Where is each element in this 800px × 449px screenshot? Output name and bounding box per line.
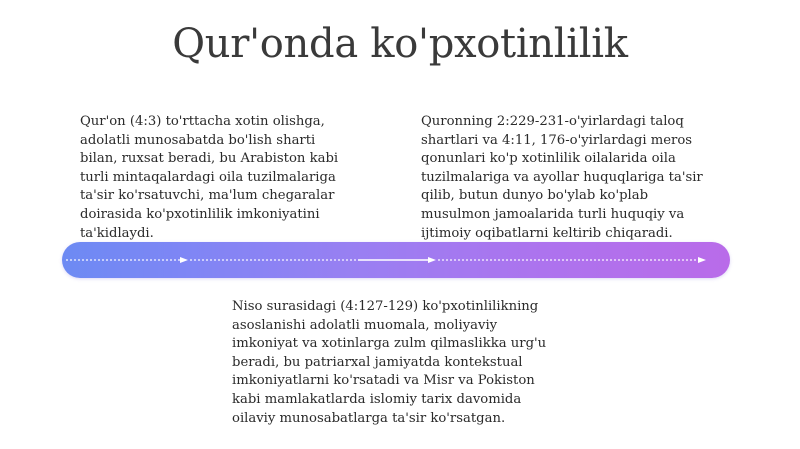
arrowhead-icon-1 xyxy=(180,257,188,263)
arrowhead-icon-3 xyxy=(698,257,706,263)
timeline-event-text-3: Niso surasidagi (4:127-129) ko'pxotinlilikning asoslanishi adolatli muomala, moliyaviy imkoniyat va xotinlarga zulm qilmaslikka urg'u beradi, bu patriarxal jamiyatda kontekstual imkoniyatlarni ko'rsatadi va Misr va Pokiston kabi mamlakatlarda islomiy tarix davomida oilaviy munosabatlarga ta'sir ko'rsatgan. xyxy=(232,299,547,426)
timeline-arrows xyxy=(62,242,730,278)
timeline-event-text-1: Qur'on (4:3) to'rttacha xotin olishga, adolatli munosabatda bo'lish sharti bilan, ruxsat beradi, bu Arabiston kabi turli mintaqalardagi oila tuzilmalariga ta'sir ko'rsatuvchi, ma'lum chegaralar doirasida ko'pxotinlilik imkoniyatini ta'kidlaydi. xyxy=(80,114,339,241)
timeline-event-text-2: Quronning 2:229-231-o'yirlardagi taloq shartlari va 4:11, 176-o'yirlardagi meros qonunlari ko'p xotinlilik oilalarida oila tuzilmalariga va ayollar huquqlariga ta'sir qilib, butun dunyo bo'ylab ko'plab musulmon jamoalarida turli huquqiy va ijtimoiy oqibatlarni keltirib chiqaradi. xyxy=(421,114,703,241)
timeline-bar xyxy=(62,242,730,278)
slide-title: Qur'onda ko'pxotinlilik xyxy=(172,21,628,67)
arrowhead-icon-2 xyxy=(428,257,436,263)
